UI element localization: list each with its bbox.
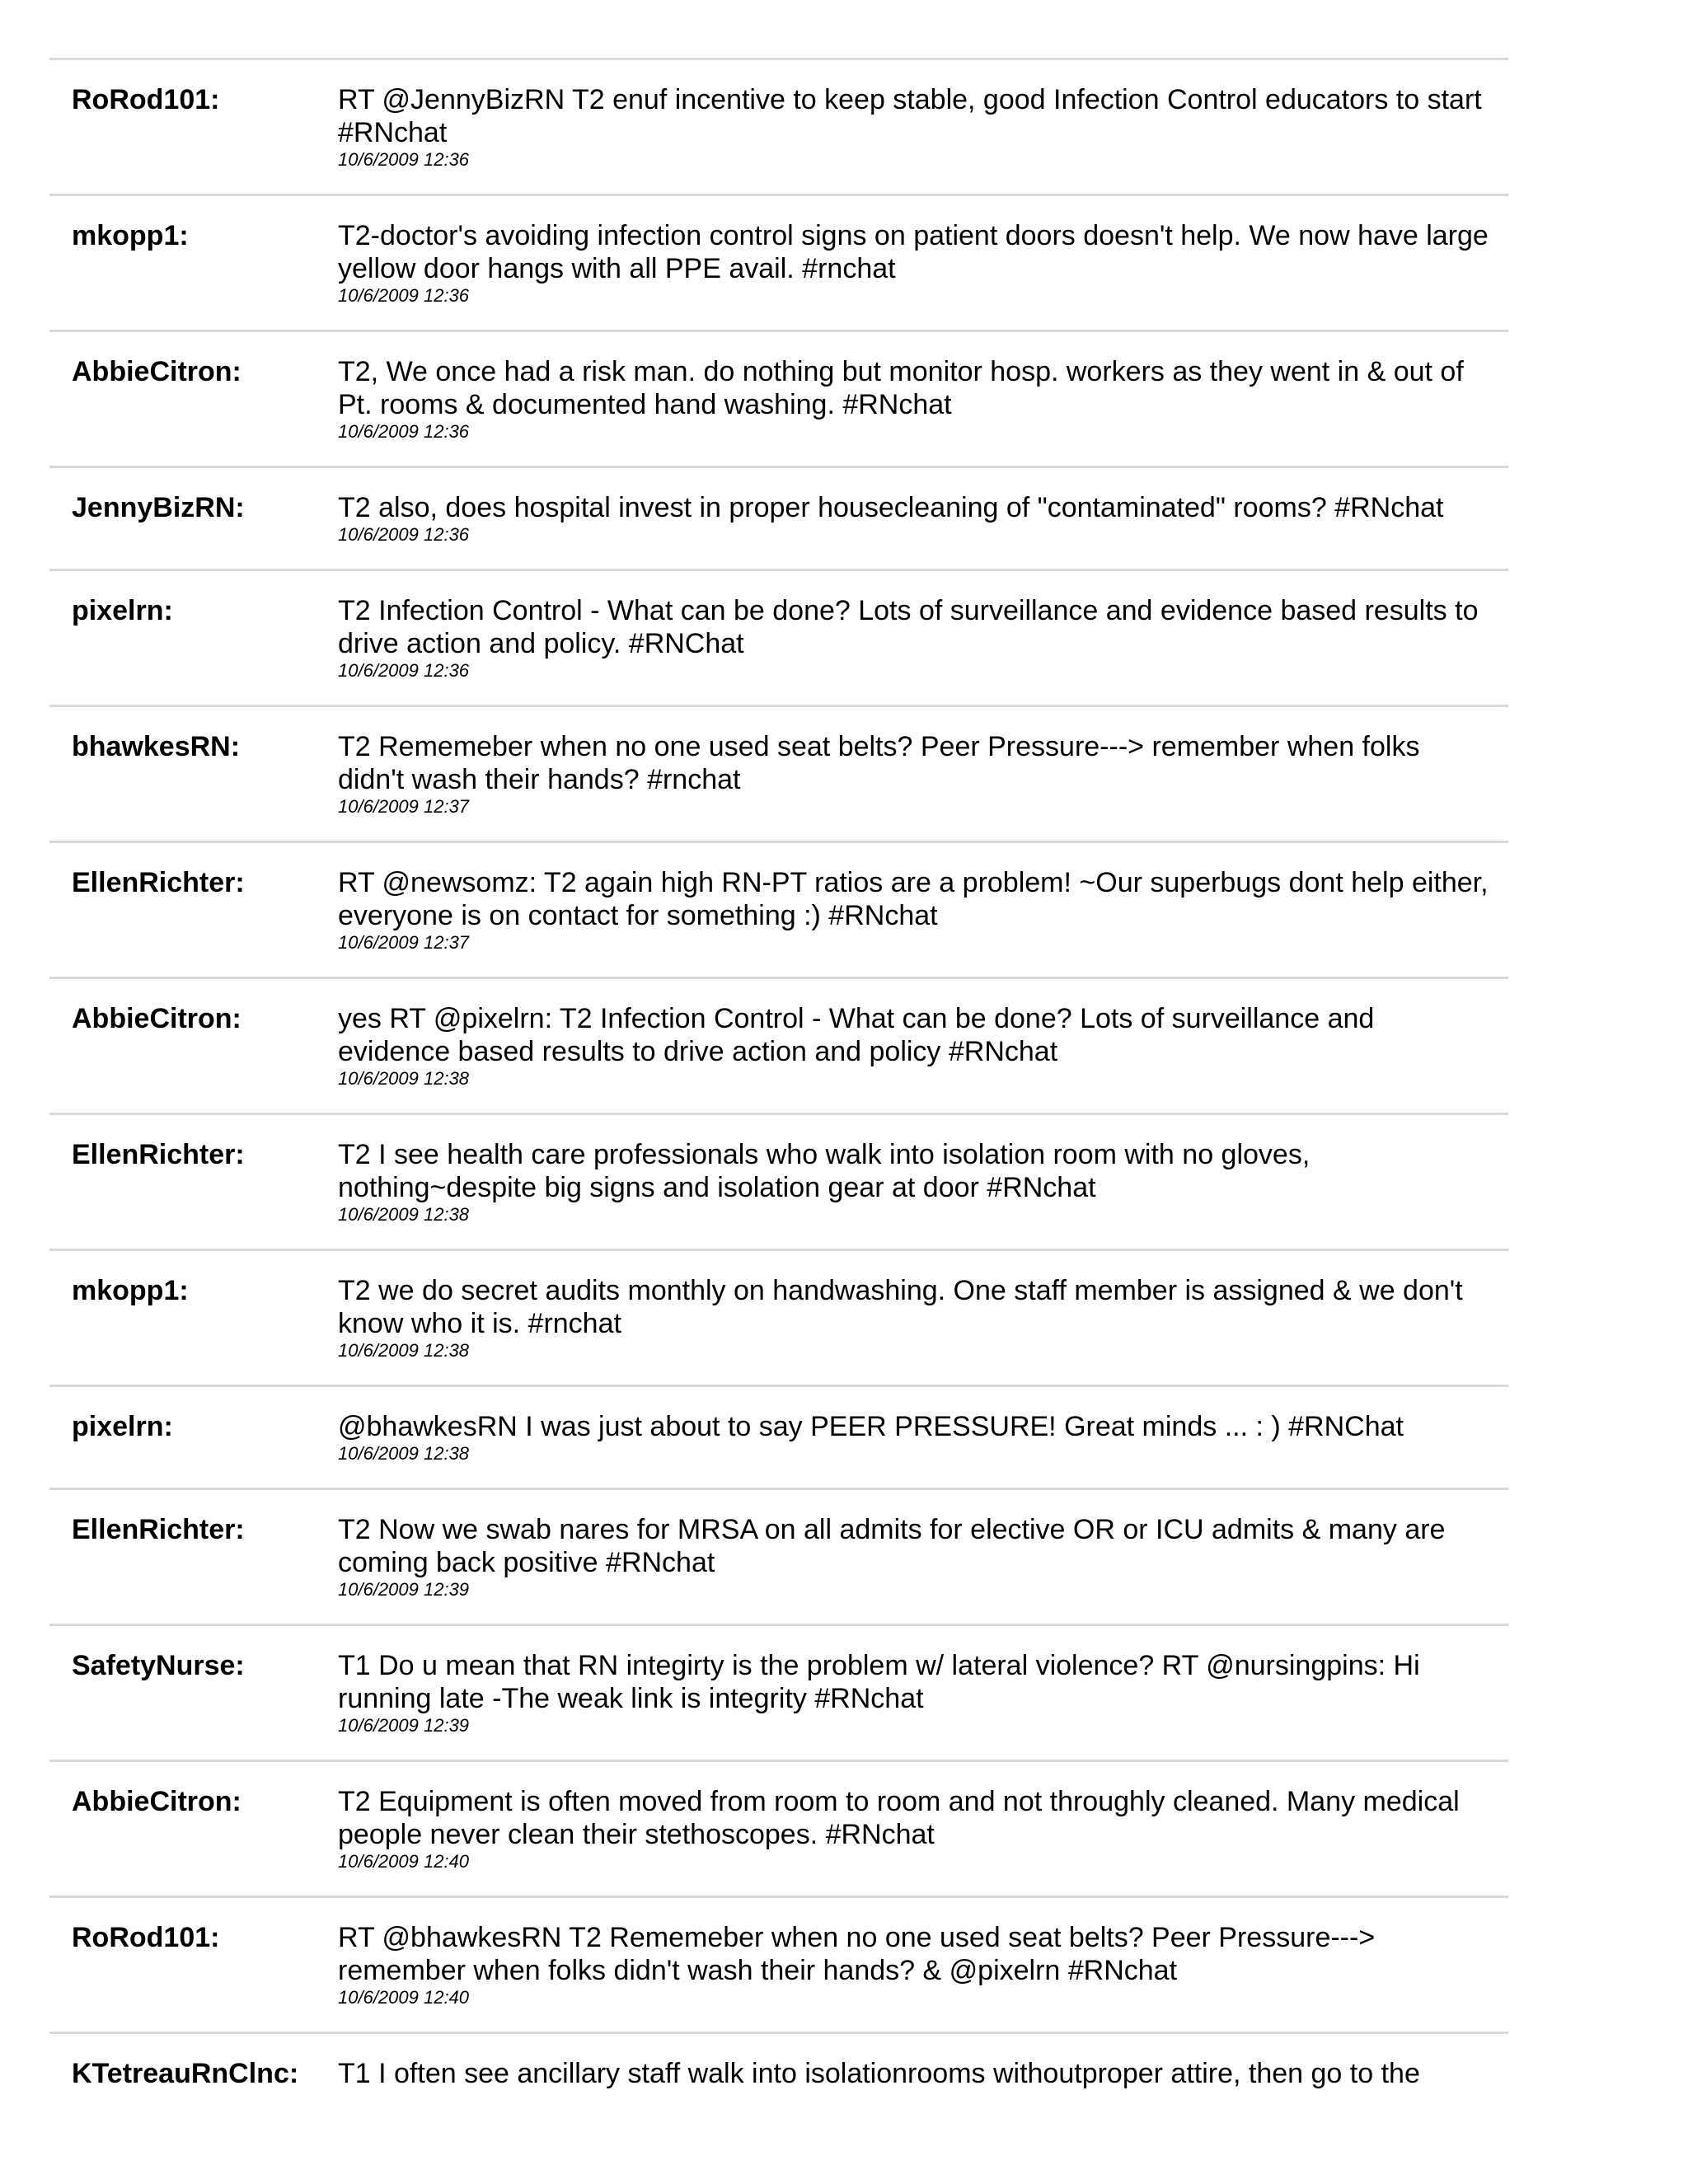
username: pixelrn: (72, 1411, 173, 1442)
chat-entry (49, 1762, 1508, 1898)
entry-content (338, 2057, 1508, 2090)
message-text: @bhawkesRN I was just about to say PEER PRESSURE! Great minds ... : ) #RNChat (338, 1411, 1404, 1442)
username: RoRod101: (72, 1922, 220, 1953)
username: AbbieCitron: (72, 1003, 241, 1034)
timestamp: 10/6/2009 12:40 (338, 1851, 470, 1872)
message-text: T2, We once had a risk man. do nothing but monitor hosp. workers as they went in & out of Pt. rooms & documented hand washing. #RNchat (338, 356, 1464, 420)
message-text: RT @newsomz: T2 again high RN-PT ratios are a problem! ~Our superbugs dont help either, everyone is on contact for something :) #RNchat (338, 867, 1489, 931)
message-text: RT @bhawkesRN T2 Rememeber when no one used seat belts? Peer Pressure---> remember when folks didn't wash their hands? & @pixelrn #RNchat (338, 1922, 1376, 1986)
timestamp: 10/6/2009 12:38 (338, 1068, 470, 1089)
username: EllenRichter: (72, 1139, 245, 1170)
entry-content (338, 83, 1508, 194)
entry-content (338, 219, 1508, 330)
message-text: T2-doctor's avoiding infection control signs on patient doors doesn't help. We now have large yellow door hangs with all PPE avail. #rnchat (338, 220, 1489, 284)
entry-content (338, 1921, 1508, 2032)
chat-entry (49, 332, 1508, 468)
chat-entry (49, 1251, 1508, 1387)
username: JennyBizRN: (72, 492, 245, 523)
username: EllenRichter: (72, 867, 245, 898)
chat-entry (49, 1115, 1508, 1251)
timestamp: 10/6/2009 12:37 (338, 932, 470, 953)
entry-content (338, 1274, 1508, 1385)
chat-entry (49, 1490, 1508, 1626)
chat-entry (49, 1387, 1508, 1490)
username: bhawkesRN: (72, 731, 241, 762)
username: mkopp1: (72, 1275, 189, 1306)
username: mkopp1: (72, 220, 189, 251)
message-text: T2 we do secret audits monthly on handwashing. One staff member is assigned & we don't know who it is. #rnchat (338, 1275, 1463, 1339)
timestamp: 10/6/2009 12:36 (338, 149, 470, 170)
chat-entry (49, 1626, 1508, 1762)
message-text: T1 Do u mean that RN integirty is the problem w/ lateral violence? RT @nursingpins: Hi running late -The weak link is integrity #RNchat (338, 1650, 1420, 1714)
chat-entry (49, 468, 1508, 571)
message-text: yes RT @pixelrn: T2 Infection Control - What can be done? Lots of surveillance and evidence based results to drive action and policy #RNchat (338, 1003, 1375, 1067)
timestamp: 10/6/2009 12:39 (338, 1715, 470, 1736)
username: SafetyNurse: (72, 1650, 245, 1681)
timestamp: 10/6/2009 12:36 (338, 421, 470, 442)
message-text: RT @JennyBizRN T2 enuf incentive to keep stable, good Infection Control educators to start #RNchat (338, 84, 1482, 148)
entry-content (338, 355, 1508, 466)
timestamp: 10/6/2009 12:40 (338, 1987, 470, 2008)
timestamp: 10/6/2009 12:36 (338, 285, 470, 306)
message-text: T2 Rememeber when no one used seat belts? Peer Pressure---> remember when folks didn't wash their hands? #rnchat (338, 731, 1420, 795)
username: EllenRichter: (72, 1514, 245, 1545)
message-text: T2 I see health care professionals who walk into isolation room with no gloves, nothing~despite big signs and isolation gear at door #RNchat (338, 1139, 1311, 1203)
timestamp: 10/6/2009 12:38 (338, 1443, 470, 1464)
message-text: T2 Now we swab nares for MRSA on all admits for elective OR or ICU admits & many are coming back positive #RNchat (338, 1514, 1446, 1578)
entry-content (338, 866, 1508, 977)
chat-entry (49, 60, 1508, 196)
chat-transcript (49, 58, 1508, 2090)
timestamp: 10/6/2009 12:39 (338, 1579, 470, 1600)
message-text: T1 I often see ancillary staff walk into isolationrooms withoutproper attire, then go to the (338, 2058, 1420, 2089)
chat-entry (49, 2034, 1508, 2090)
username: AbbieCitron: (72, 356, 241, 387)
timestamp: 10/6/2009 12:37 (338, 796, 470, 817)
chat-entry (49, 707, 1508, 843)
chat-entry (49, 979, 1508, 1115)
entry-content (338, 594, 1508, 705)
message-text: T2 Equipment is often moved from room to room and not throughly cleaned. Many medical people never clean their stethoscopes. #RNchat (338, 1786, 1460, 1850)
username: AbbieCitron: (72, 1786, 241, 1817)
entry-content (338, 1649, 1508, 1760)
timestamp: 10/6/2009 12:38 (338, 1340, 470, 1361)
chat-entry (49, 196, 1508, 332)
timestamp: 10/6/2009 12:38 (338, 1204, 470, 1225)
chat-entry (49, 571, 1508, 707)
entry-content (338, 1785, 1508, 1896)
message-text: T2 also, does hospital invest in proper housecleaning of "contaminated" rooms? #RNchat (338, 492, 1444, 523)
message-text: T2 Infection Control - What can be done? Lots of surveillance and evidence based results to drive action and policy. #RNChat (338, 595, 1479, 659)
timestamp: 10/6/2009 12:36 (338, 524, 470, 545)
entry-content (338, 1410, 1508, 1488)
timestamp: 10/6/2009 12:36 (338, 660, 470, 681)
chat-entry (49, 843, 1508, 979)
entry-content (338, 1002, 1508, 1113)
entry-content (338, 730, 1508, 841)
entry-content (338, 491, 1508, 569)
username: KTetreauRnClnc: (72, 2058, 299, 2089)
username: pixelrn: (72, 595, 173, 626)
entry-content (338, 1138, 1508, 1249)
chat-entry (49, 1898, 1508, 2034)
username: RoRod101: (72, 84, 220, 115)
entry-content (338, 1513, 1508, 1624)
